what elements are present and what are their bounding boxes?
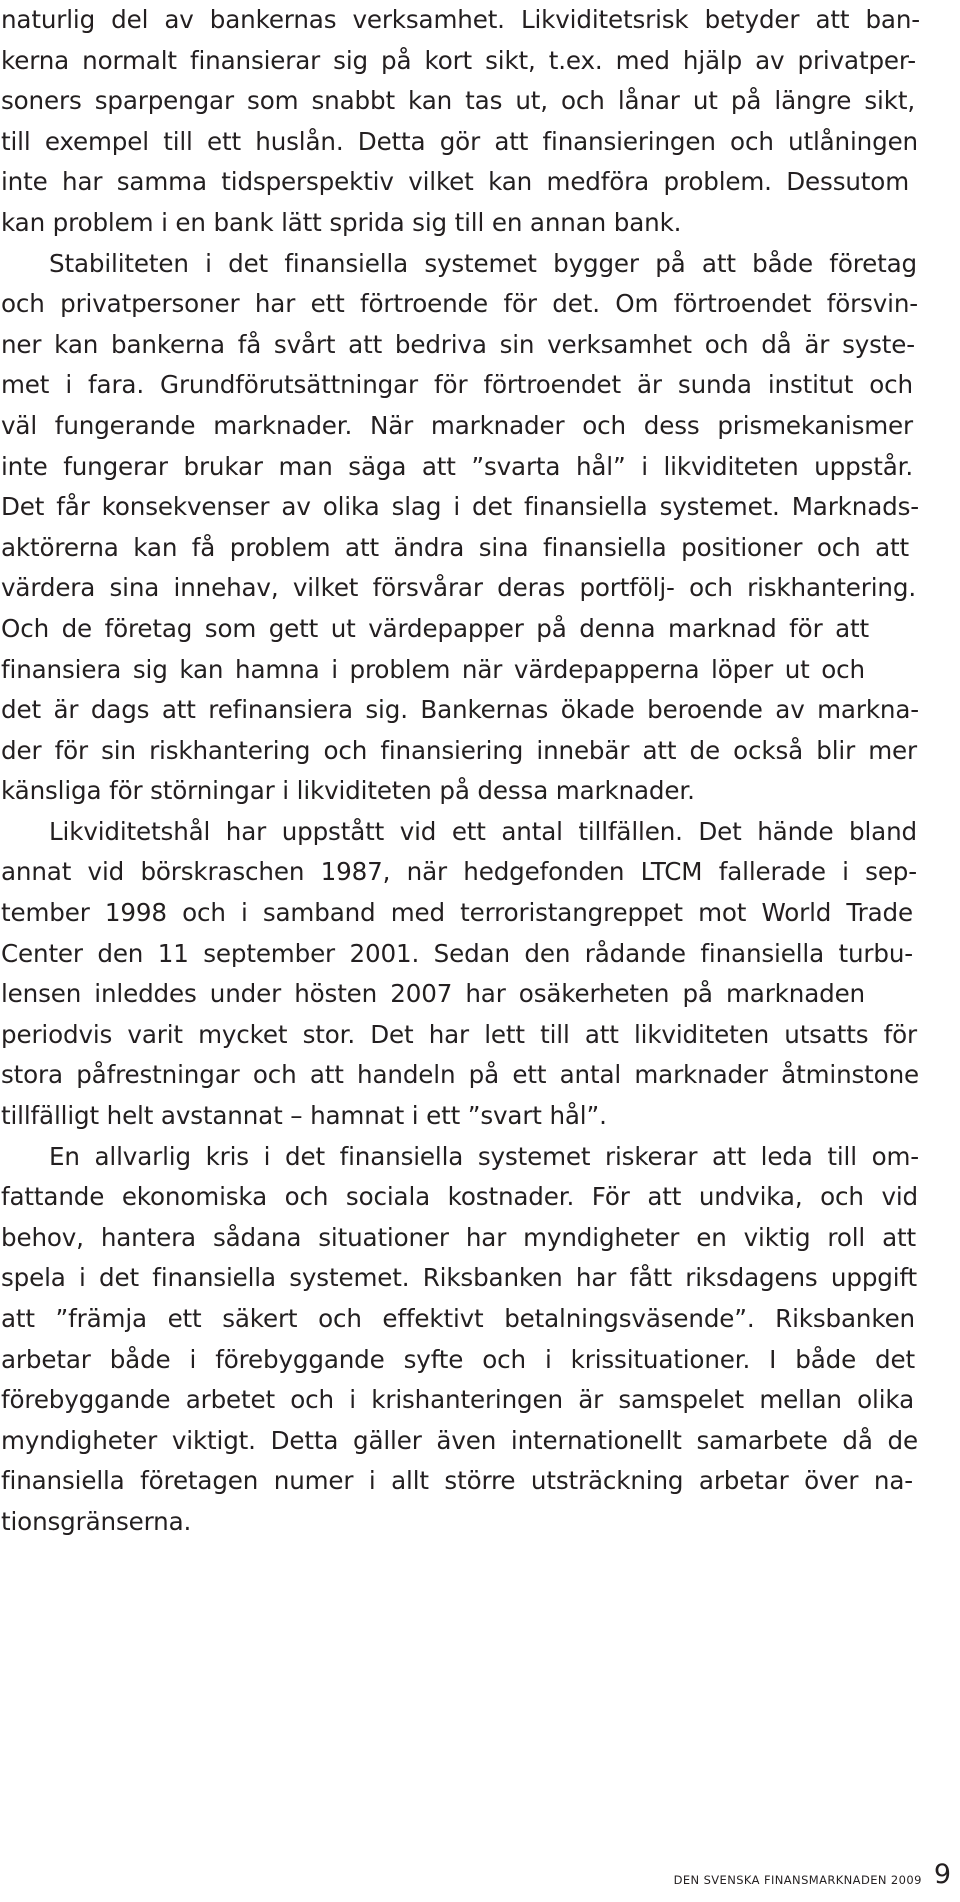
text-line: annat vid börskraschen 1987, när hedgefonden LTCM fallerade i sep- [1, 857, 917, 887]
text-line: kerna normalt finansierar sig på kort sikt, t.ex. med hjälp av privatper- [1, 45, 916, 75]
text-line: fattande ekonomiska och sociala kostnader. För att undvika, och vid [1, 1182, 918, 1212]
text-line: finansiella företagen numer i allt större utsträckning arbetar över na- [1, 1466, 913, 1496]
paragraph-first-line: Stabiliteten i det finansiella systemet bygger på att både företag [49, 248, 917, 278]
text-line: der för sin riskhantering och finansiering innebär att de också blir mer [1, 735, 917, 765]
text-line: finansiera sig kan hamna i problem när värdepapperna löper ut och [1, 654, 865, 684]
text-line: met i fara. Grundförutsättningar för förtroendet är sunda institut och [1, 370, 913, 400]
text-line: lensen inleddes under hösten 2007 har osäkerheten på marknaden [1, 979, 865, 1009]
text-line: värdera sina innehav, vilket försvårar deras portfölj- och riskhantering. [1, 573, 916, 603]
running-footer-title: DEN SVENSKA FINANSMARKNADEN 2009 [673, 1873, 922, 1887]
text-line: inte fungerar brukar man säga att ”svarta hål” i likviditeten uppstår. [1, 451, 913, 481]
page-footer [674, 1861, 951, 1888]
text-line: ner kan bankerna få svårt att bedriva sin verksamhet och då är syste- [1, 329, 915, 359]
text-line: tionsgränserna. [1, 1506, 192, 1536]
text-line: och privatpersoner har ett förtroende för det. Om förtroendet försvin- [1, 289, 918, 319]
text-line: förebyggande arbetet och i krishanteringen är samspelet mellan olika [1, 1385, 914, 1415]
text-line: tember 1998 och i samband med terroristangreppet mot World Trade [1, 898, 913, 928]
body-text [1, 0, 921, 1543]
text-line: tillfälligt helt avstannat – hamnat i ett ”svart hål”. [1, 1101, 607, 1131]
text-line: inte har samma tidsperspektiv vilket kan medföra problem. Dessutom [1, 167, 909, 197]
paragraph-first-line: Likviditetshål har uppstått vid ett antal tillfällen. Det hände bland [49, 816, 917, 846]
paragraph-first-line: En allvarlig kris i det finansiella systemet riskerar att leda till om- [49, 1141, 919, 1171]
text-line: periodvis varit mycket stor. Det har lett till att likviditeten utsatts för [1, 1019, 917, 1049]
text-line: naturlig del av bankernas verksamhet. Likviditetsrisk betyder att ban- [1, 5, 920, 34]
text-line: behov, hantera sådana situationer har myndigheter en viktig roll att [1, 1222, 916, 1252]
text-line: myndigheter viktigt. Detta gäller även internationellt samarbete då de [1, 1425, 918, 1455]
text-line: aktörerna kan få problem att ändra sina finansiella positioner och att [1, 532, 909, 562]
text-line: till exempel till ett huslån. Detta gör att finansieringen och utlåningen [1, 126, 918, 156]
text-line: Och de företag som gett ut värdepapper på denna marknad för att [1, 613, 869, 643]
text-line: arbetar både i förebyggande syfte och i krissituationer. I både det [1, 1344, 915, 1374]
text-line: kan problem i en bank lätt sprida sig till en annan bank. [1, 207, 682, 237]
text-line: Center den 11 september 2001. Sedan den rådande finansiella turbu- [1, 938, 913, 968]
text-line: spela i det finansiella systemet. Riksbanken har fått riksdagens uppgift [1, 1263, 917, 1293]
text-line: känsliga för störningar i likviditeten på dessa marknader. [1, 776, 695, 806]
page-number: 9 [933, 1859, 951, 1890]
text-line: soners sparpengar som snabbt kan tas ut, och lånar ut på längre sikt, [1, 86, 915, 116]
text-line: väl fungerande marknader. När marknader och dess prismekanismer [1, 410, 913, 440]
text-line: stora påfrestningar och att handeln på ett antal marknader åtminstone [1, 1060, 919, 1090]
text-line: det är dags att refinansiera sig. Bankernas ökade beroende av markna- [1, 695, 919, 725]
text-line: Det får konsekvenser av olika slag i det finansiella systemet. Marknads- [1, 492, 919, 522]
text-line: att ”främja ett säkert och effektivt betalningsväsende”. Riksbanken [1, 1304, 915, 1333]
